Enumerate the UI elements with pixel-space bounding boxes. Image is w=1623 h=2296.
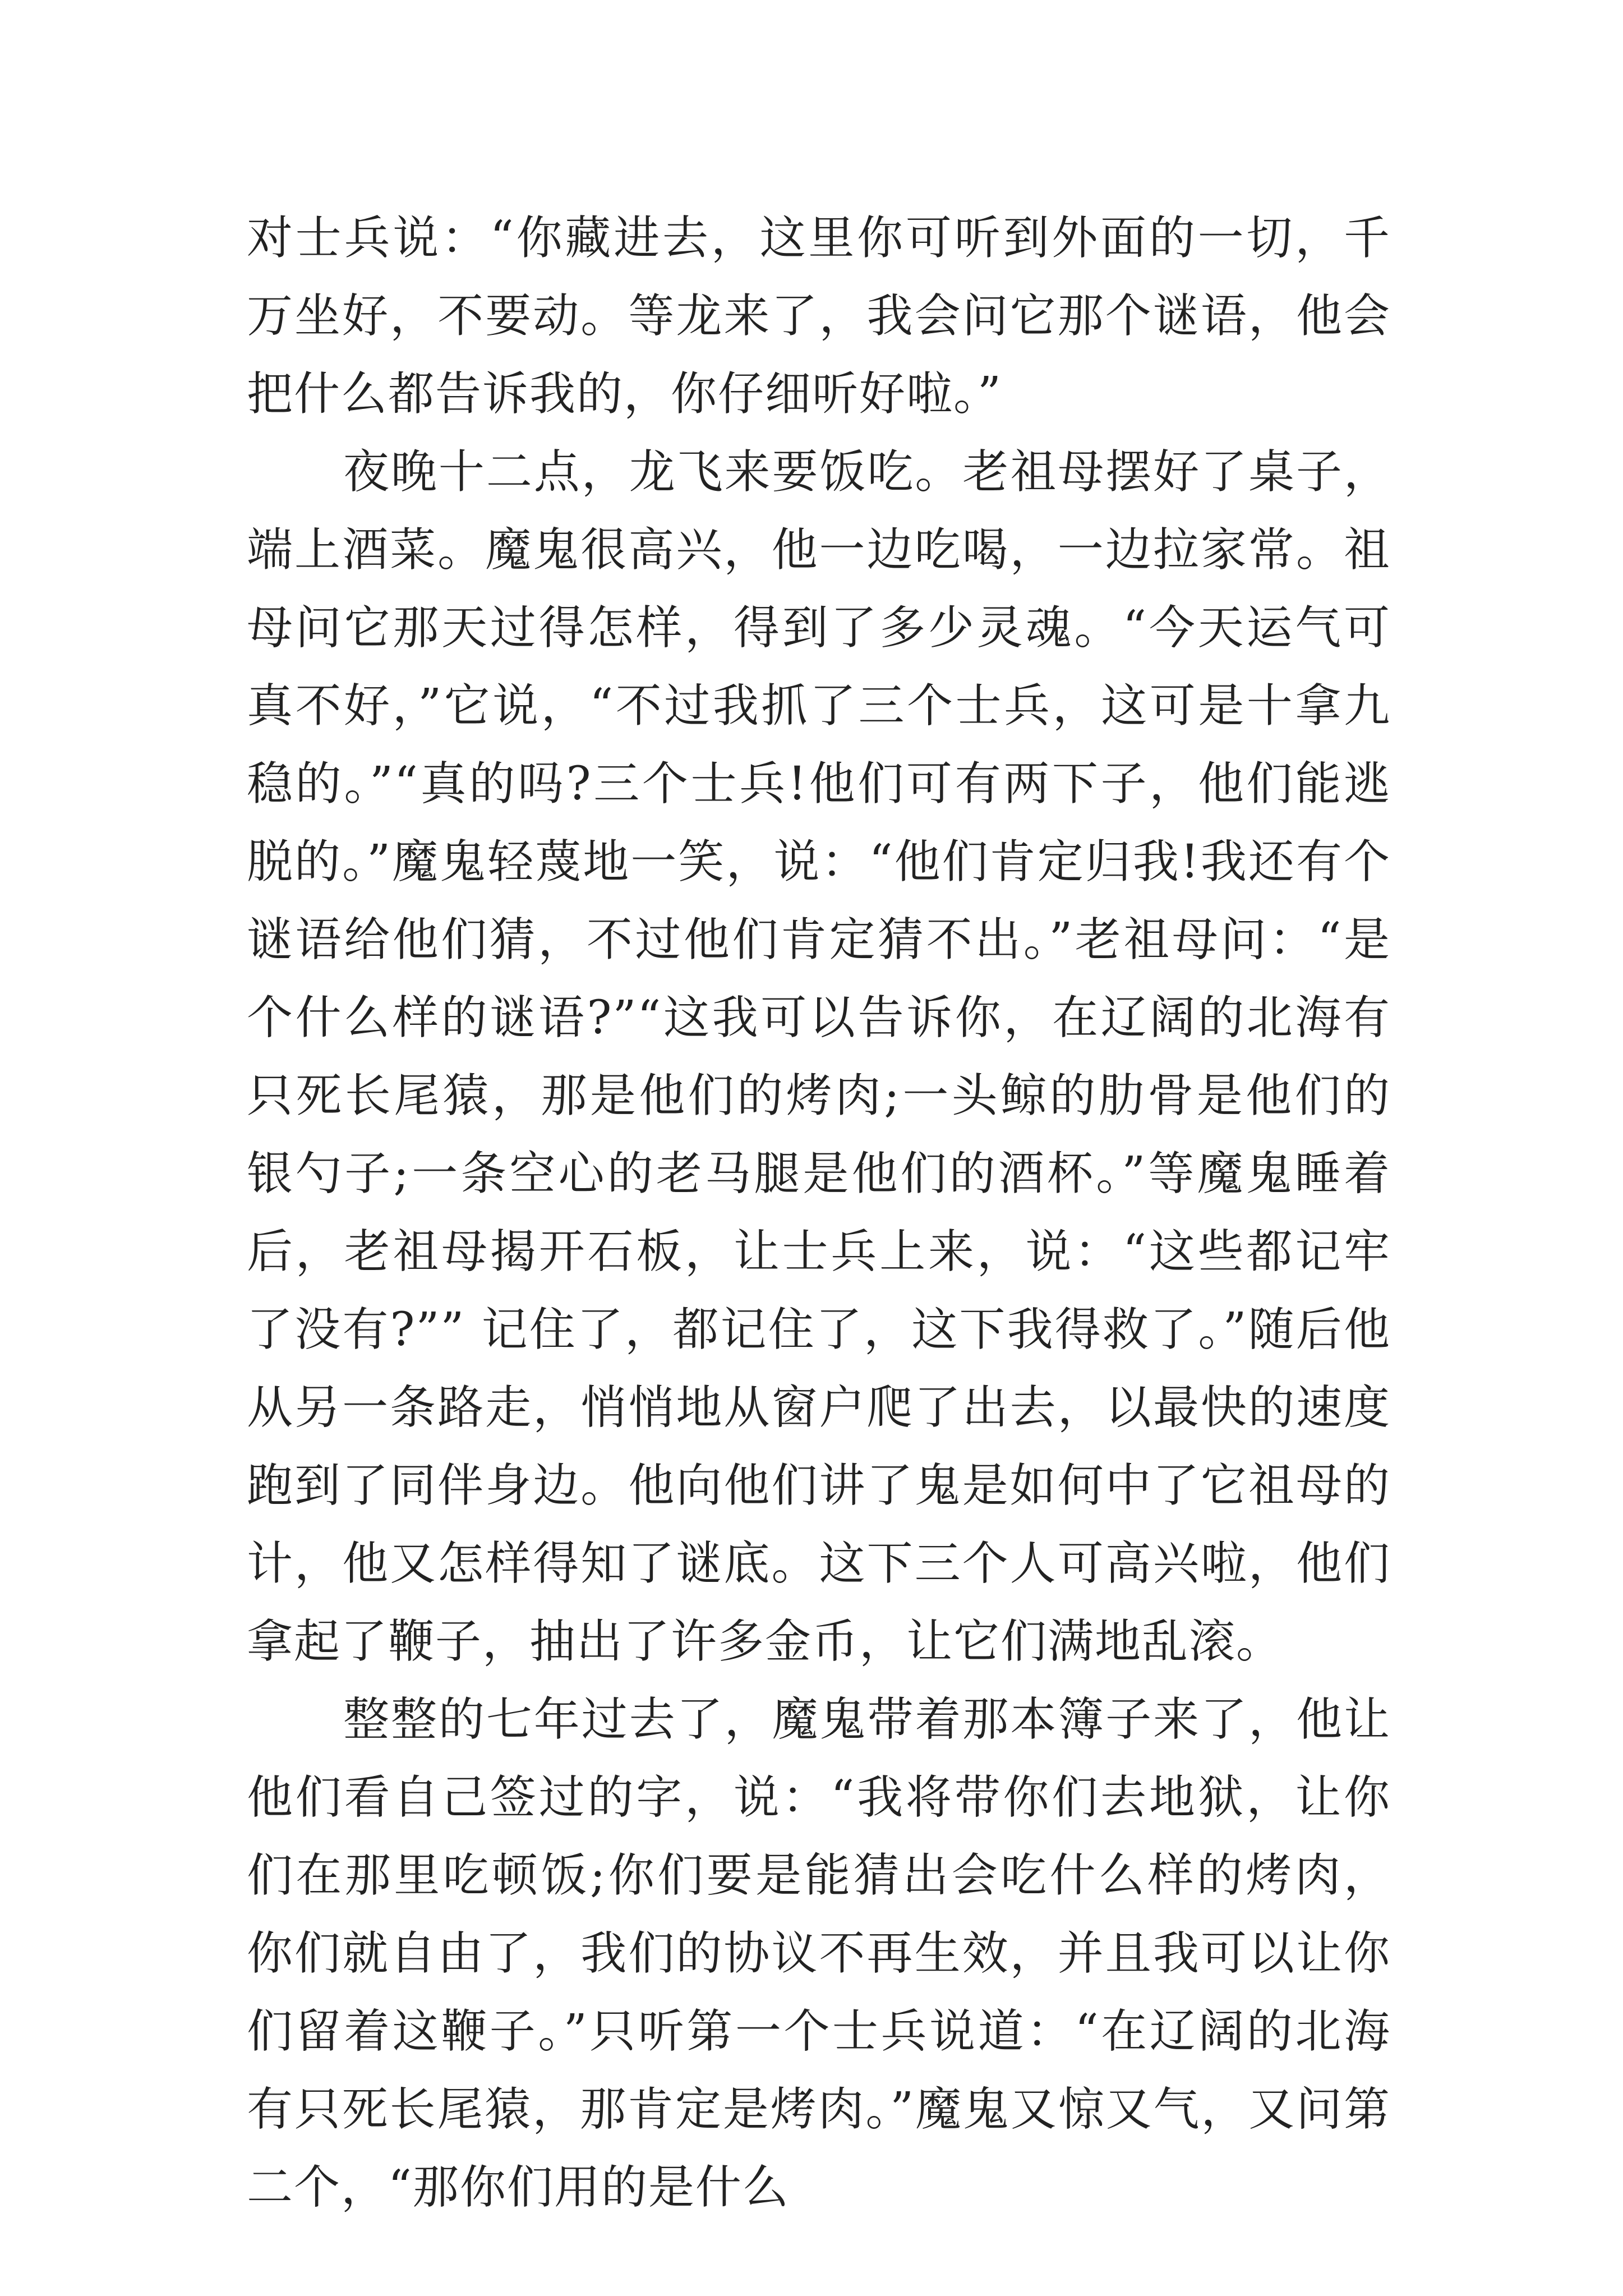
body-text	[247, 199, 1391, 2226]
paragraph-3: 整整的七年过去了，魔鬼带着那本簿子来了，他让他们看自己签过的字，说：“我将带你们去地狱，让你们在那里吃顿饭;你们要是能猜出会吃什么样的烤肉，你们就自由了，我们的协议不再生效，并且我可以让你们留着这鞭子。”只听第一个士兵说道：“在辽阔的北海有只死长尾猿，那肯定是烤肉。”魔鬼又惊又气，又问第二个，“那你们用的是什么	[247, 1693, 1391, 2214]
paragraph-1: 对士兵说：“你藏进去，这里你可听到外面的一切，千万坐好，不要动。等龙来了，我会问它那个谜语，他会把什么都告诉我的，你仔细听好啦。”	[247, 211, 1391, 421]
paragraph-2: 夜晚十二点，龙飞来要饭吃。老祖母摆好了桌子，端上酒菜。魔鬼很高兴，他一边吃喝，一边拉家常。祖母问它那天过得怎样，得到了多少灵魂。“今天运气可真不好，”它说，“不过我抓了三个士兵，这可是十拿九稳的。”“真的吗?三个士兵!他们可有两下子，他们能逃脱的。”魔鬼轻蔑地一笑，说：“他们肯定归我!我还有个谜语给他们猜，不过他们肯定猜不出。”老祖母问：“是个什么样的谜语?”“这我可以告诉你，在辽阔的北海有只死长尾猿，那是他们的烤肉;一头鲸的肋骨是他们的银勺子;一条空心的老马腿是他们的酒杯。”等魔鬼睡着后，老祖母揭开石板，让士兵上来，说：“这些都记牢了没有?”” 记住了，都记住了，这下我得救了。”随后他从另一条路走，悄悄地从窗户爬了出去，以最快的速度跑到了同伴身边。他向他们讲了鬼是如何中了它祖母的计，他又怎样得知了谜底。这下三个人可高兴啦，他们拿起了鞭子，抽出了许多金币，让它们满地乱滚。	[247, 445, 1391, 1668]
